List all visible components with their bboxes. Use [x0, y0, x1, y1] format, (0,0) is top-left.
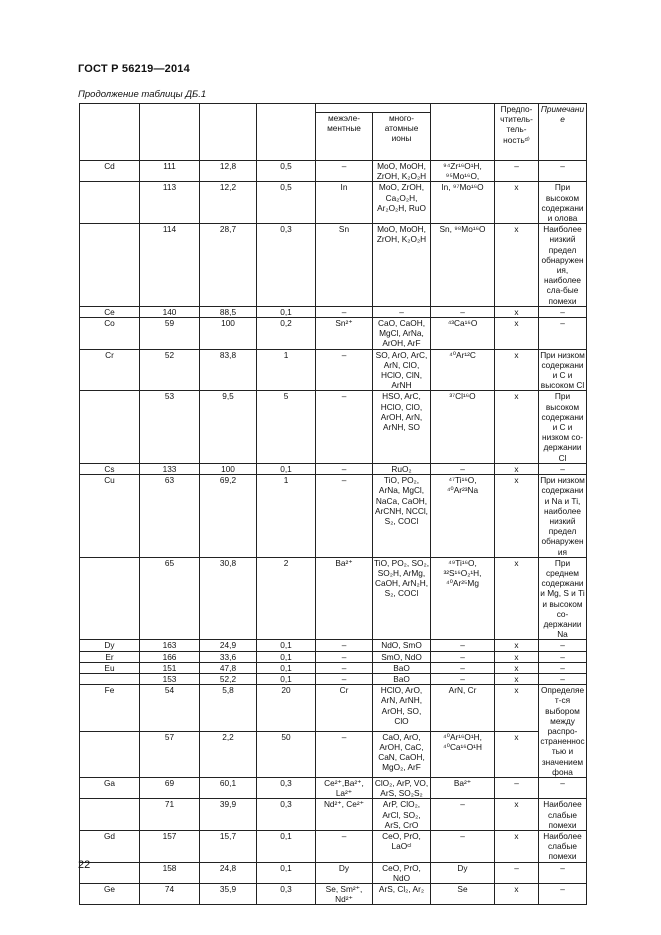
cell-abundance: 83,8	[200, 349, 257, 391]
interference-table	[79, 103, 587, 905]
cell-other: ⁴⁹Ti¹⁶O, ³²S¹⁶O₂¹H, ⁴⁰Ar²⁵Mg	[431, 557, 495, 640]
cell-interelement: –	[316, 662, 373, 673]
cell-limit: 1	[257, 349, 316, 391]
table-row	[80, 731, 587, 777]
cell-polyatomic: MoO, ZrOH, Ca₂O₂H, Ar₂O₂H, RuO	[373, 182, 431, 224]
table-row	[80, 685, 587, 731]
cell-polyatomic: NdO, SmO	[373, 640, 431, 651]
cell-interelement: –	[316, 161, 373, 182]
cell-polyatomic: CeO, PrO, NdO	[373, 862, 431, 883]
cell-note: При среднем содержании Mg, S и Ti и высоком со-держании Na	[540, 557, 585, 640]
cell-isotope: 54	[140, 685, 200, 731]
cell-preferred: x	[495, 463, 539, 474]
cell-other: ³⁷Cl¹⁶O	[431, 391, 495, 463]
header-cell-interference-group	[316, 104, 431, 113]
cell-limit: 1	[257, 475, 316, 558]
table-row	[80, 391, 587, 463]
cell-polyatomic: RuO₂	[373, 463, 431, 474]
cell-polyatomic: MoO, MoOH, ZrOH, K₂O₂H	[373, 161, 431, 182]
cell-abundance: 47,8	[200, 662, 257, 673]
cell-preferred: x	[495, 306, 539, 317]
cell-other: In, ⁹⁷Mo¹⁶O	[431, 182, 495, 224]
cell-element	[80, 182, 140, 224]
cell-polyatomic: TiO, PO₂, ArNa, MgCl, NaCa, CaOH, ArCNH, NCCl, S₂, COCl	[373, 475, 431, 558]
cell-interelement: Sn²⁺	[316, 318, 373, 350]
table-row	[80, 651, 587, 662]
cell-preferred: x	[495, 651, 539, 662]
cell-note: Определяет-ся выбором между распро-страненностью и значением фона	[540, 685, 585, 777]
cell-polyatomic: HClO, ArO, ArN, ArNH, ArOH, SO, ClO	[373, 685, 431, 731]
cell-abundance: 24,9	[200, 640, 257, 651]
cell-limit: 0,1	[257, 463, 316, 474]
cell-limit: 0,1	[257, 640, 316, 651]
cell-note: –	[539, 306, 587, 317]
cell-interelement: –	[316, 349, 373, 391]
cell-preferred: –	[495, 862, 539, 883]
cell-interelement: –	[316, 673, 373, 684]
cell-limit: 0,3	[257, 884, 316, 905]
cell-other: ⁴⁰Ar¹²C	[431, 349, 495, 391]
cell-element: Ga	[80, 777, 140, 798]
header-cell-polyatomic: много- атомные ионы	[373, 113, 431, 161]
table-row	[80, 662, 587, 673]
cell-element: Cd	[80, 161, 140, 182]
cell-preferred: x	[495, 799, 539, 831]
cell-abundance: 9,5	[200, 391, 257, 463]
cell-note: –	[539, 862, 587, 883]
cell-isotope: 140	[140, 306, 200, 317]
cell-interelement: –	[316, 640, 373, 651]
table-row	[80, 161, 587, 182]
cell-limit: 0,3	[257, 224, 316, 307]
cell-preferred: x	[495, 182, 539, 224]
cell-interelement: –	[316, 391, 373, 463]
cell-isotope: 157	[140, 831, 200, 863]
header-cell-abundance	[200, 104, 257, 161]
cell-abundance: 5,8	[200, 685, 257, 731]
cell-polyatomic: ArP, ClO₂, ArCl, SO₂, ArS, CrO	[373, 799, 431, 831]
header-cell-preferred: Предпо- чтитель- тель- ностьᵈ⁾	[495, 104, 539, 161]
standard-title: ГОСТ Р 56219—2014	[78, 63, 190, 75]
table-row	[80, 557, 587, 640]
cell-isotope: 111	[140, 161, 200, 182]
cell-preferred: x	[495, 884, 539, 905]
cell-limit: 0,1	[257, 651, 316, 662]
cell-other: –	[431, 662, 495, 673]
cell-note: –	[539, 318, 587, 350]
cell-note: –	[539, 640, 587, 651]
cell-element: Fe	[80, 685, 140, 731]
cell-polyatomic: CaO, ArO, ArOH, CaC, CaN, CaOH, MgO₂, ArF	[373, 731, 431, 777]
cell-isotope: 114	[140, 224, 200, 307]
cell-other: Sn, ⁹⁸Mo¹⁶O	[431, 224, 495, 307]
cell-polyatomic: MoO, MoOH, ZrOH, K₂O₂H	[373, 224, 431, 307]
table-row	[80, 640, 587, 651]
cell-limit: 50	[257, 731, 316, 777]
cell-element: Cs	[80, 463, 140, 474]
table-row	[80, 831, 587, 863]
cell-preferred: x	[495, 685, 539, 731]
cell-isotope: 163	[140, 640, 200, 651]
header-row-top	[80, 104, 587, 113]
cell-other: –	[431, 463, 495, 474]
cell-preferred: x	[495, 557, 539, 640]
cell-other: –	[431, 640, 495, 651]
cell-limit: 0,1	[257, 673, 316, 684]
table-row	[80, 673, 587, 684]
cell-preferred: x	[495, 831, 539, 863]
table-row	[80, 349, 587, 391]
cell-note: –	[539, 662, 587, 673]
cell-element: Cr	[80, 349, 140, 391]
cell-preferred: x	[495, 662, 539, 673]
cell-other: –	[431, 799, 495, 831]
cell-element	[80, 557, 140, 640]
cell-element	[80, 673, 140, 684]
table-row	[80, 182, 587, 224]
cell-polyatomic: BaO	[373, 662, 431, 673]
cell-abundance: 39,9	[200, 799, 257, 831]
cell-interelement: –	[316, 463, 373, 474]
cell-limit: 0,5	[257, 182, 316, 224]
header-cell-note: Примечание	[539, 104, 587, 161]
cell-preferred: x	[495, 640, 539, 651]
cell-preferred: x	[495, 349, 539, 391]
header-cell-other	[431, 104, 495, 161]
cell-polyatomic: SO, ArO, ArC, ArN, ClO, HClO, ClN, ArNH	[373, 349, 431, 391]
table-row	[80, 224, 587, 307]
cell-preferred: x	[495, 673, 539, 684]
cell-abundance: 100	[200, 463, 257, 474]
cell-abundance: 69,2	[200, 475, 257, 558]
cell-isotope: 133	[140, 463, 200, 474]
table-row	[80, 777, 587, 798]
cell-note: –	[539, 651, 587, 662]
cell-other: –	[431, 306, 495, 317]
cell-abundance: 12,2	[200, 182, 257, 224]
cell-other: ⁴⁷Ti¹⁶O, ⁴⁰Ar²³Na	[431, 475, 495, 558]
cell-preferred: x	[495, 475, 539, 558]
cell-other: ⁹⁴Zr¹⁶O¹H, ⁹⁵Mo¹⁶O,	[431, 161, 495, 182]
cell-element	[80, 224, 140, 307]
cell-interelement: In	[316, 182, 373, 224]
cell-element: Eu	[80, 662, 140, 673]
cell-note: Наиболее низкий предел обнаружения, наиболее сла-бые помехи	[539, 224, 587, 307]
cell-interelement: –	[316, 831, 373, 863]
cell-polyatomic: BaO	[373, 673, 431, 684]
header-cell-element	[80, 104, 140, 161]
table-row	[80, 799, 587, 831]
cell-isotope: 153	[140, 673, 200, 684]
cell-element	[80, 731, 140, 777]
cell-polyatomic: TiO, PO₂, SO₂, SO₂H, ArMg, CaOH, ArN₂H, S₂, COCl	[373, 557, 431, 640]
cell-polyatomic: CeO, PrO, LaOᶜˡ	[373, 831, 431, 863]
cell-isotope: 53	[140, 391, 200, 463]
table-caption: Продолжение таблицы ДБ.1	[78, 89, 207, 100]
cell-interelement: Ba²⁺	[316, 557, 373, 640]
cell-abundance: 24,8	[200, 862, 257, 883]
cell-note: –	[539, 777, 587, 798]
cell-other: –	[431, 831, 495, 863]
cell-abundance: 100	[200, 318, 257, 350]
cell-isotope: 71	[140, 799, 200, 831]
cell-polyatomic: ArS, Cl₂, Ar₂	[373, 884, 431, 905]
cell-note: –	[539, 884, 587, 905]
cell-polyatomic: ClO₂, ArP, VO, ArS, SO₂S₂	[373, 777, 431, 798]
cell-interelement: Ce²⁺,Ba²⁺, La²⁺	[316, 777, 373, 798]
cell-element: Dy	[80, 640, 140, 651]
page-number: 22	[78, 859, 91, 871]
cell-preferred: x	[495, 391, 539, 463]
header-cell-isotope	[140, 104, 200, 161]
cell-element: Co	[80, 318, 140, 350]
cell-interelement: –	[316, 306, 373, 317]
cell-limit: 0,1	[257, 306, 316, 317]
cell-note: Наиболее слабые помехи	[539, 799, 587, 831]
cell-limit: 0,3	[257, 777, 316, 798]
cell-note: При высоком содержании C и низком со-держании Cl	[539, 391, 587, 463]
cell-isotope: 52	[140, 349, 200, 391]
cell-isotope: 166	[140, 651, 200, 662]
cell-preferred: –	[495, 161, 539, 182]
table-row	[80, 463, 587, 474]
cell-note: –	[539, 673, 587, 684]
cell-interelement: Dy	[316, 862, 373, 883]
cell-abundance: 2,2	[200, 731, 257, 777]
cell-isotope: 57	[140, 731, 200, 777]
cell-preferred: x	[495, 224, 539, 307]
cell-isotope: 63	[140, 475, 200, 558]
cell-note: При высоком содержании олова	[539, 182, 587, 224]
cell-element: Ce	[80, 306, 140, 317]
table-row	[80, 862, 587, 883]
cell-note: При низком содержании C и высоком Cl	[540, 349, 585, 391]
cell-interelement: –	[316, 651, 373, 662]
table-row	[80, 318, 587, 350]
cell-isotope: 65	[140, 557, 200, 640]
cell-interelement: Nd²⁺, Ce²⁺	[316, 799, 373, 831]
cell-interelement: –	[316, 731, 373, 777]
cell-isotope: 59	[140, 318, 200, 350]
cell-abundance: 33,6	[200, 651, 257, 662]
cell-limit: 0,1	[257, 862, 316, 883]
table-row	[80, 884, 587, 905]
cell-other: ⁴³Ca¹⁶O	[431, 318, 495, 350]
cell-element	[80, 799, 140, 831]
table-row	[80, 475, 587, 558]
cell-abundance: 52,2	[200, 673, 257, 684]
cell-note: –	[539, 161, 587, 182]
cell-limit: 0,3	[257, 799, 316, 831]
cell-other: –	[431, 673, 495, 684]
cell-polyatomic: CaO, CaOH, MgCl, ArNa, ArOH, ArF	[373, 318, 431, 350]
cell-limit: 20	[257, 685, 316, 731]
cell-abundance: 15,7	[200, 831, 257, 863]
cell-abundance: 28,7	[200, 224, 257, 307]
cell-note: При низком содержании Na и Ti, наиболее низкий предел обнаружения	[540, 475, 585, 557]
cell-isotope: 69	[140, 777, 200, 798]
cell-abundance: 88,5	[200, 306, 257, 317]
cell-limit: 0,2	[257, 318, 316, 350]
cell-interelement: Cr	[316, 685, 373, 731]
cell-isotope: 151	[140, 662, 200, 673]
cell-abundance: 60,1	[200, 777, 257, 798]
cell-limit: 2	[257, 557, 316, 640]
cell-limit: 0,5	[257, 161, 316, 182]
cell-limit: 0,1	[257, 662, 316, 673]
cell-preferred: –	[495, 777, 539, 798]
cell-abundance: 35,9	[200, 884, 257, 905]
cell-abundance: 30,8	[200, 557, 257, 640]
cell-element: Er	[80, 651, 140, 662]
cell-other: –	[431, 651, 495, 662]
table-row	[80, 306, 587, 317]
cell-interelement: Se, Sm²⁺, Nd²⁺	[316, 884, 373, 905]
header-cell-limit	[257, 104, 316, 161]
cell-other: ArN, Cr	[431, 685, 495, 731]
cell-interelement: Sn	[316, 224, 373, 307]
header-cell-interelement: межэле- ментные	[316, 113, 373, 161]
cell-limit: 5	[257, 391, 316, 463]
cell-interelement: –	[316, 475, 373, 558]
cell-other: ⁴⁰Ar¹⁶O¹H, ⁴⁰Ca¹⁶O¹H	[431, 731, 495, 777]
cell-note: –	[539, 463, 587, 474]
cell-isotope: 74	[140, 884, 200, 905]
cell-other: Se	[431, 884, 495, 905]
cell-other: Ba²⁺	[431, 777, 495, 798]
cell-element: Ge	[80, 884, 140, 905]
cell-preferred: x	[495, 731, 539, 777]
cell-element: Cu	[80, 475, 140, 558]
cell-preferred: x	[495, 318, 539, 350]
cell-polyatomic: –	[373, 306, 431, 317]
cell-element: Gd	[80, 831, 140, 863]
cell-isotope: 158	[140, 862, 200, 883]
cell-other: Dy	[431, 862, 495, 883]
cell-note: Наиболее слабые помехи	[539, 831, 587, 863]
cell-isotope: 113	[140, 182, 200, 224]
cell-abundance: 12,8	[200, 161, 257, 182]
cell-polyatomic: SmO, NdO	[373, 651, 431, 662]
cell-limit: 0,1	[257, 831, 316, 863]
cell-polyatomic: HSO, ArC, HClO, ClO, ArOH, ArN, ArNH, SO	[373, 391, 431, 463]
cell-element	[80, 391, 140, 463]
